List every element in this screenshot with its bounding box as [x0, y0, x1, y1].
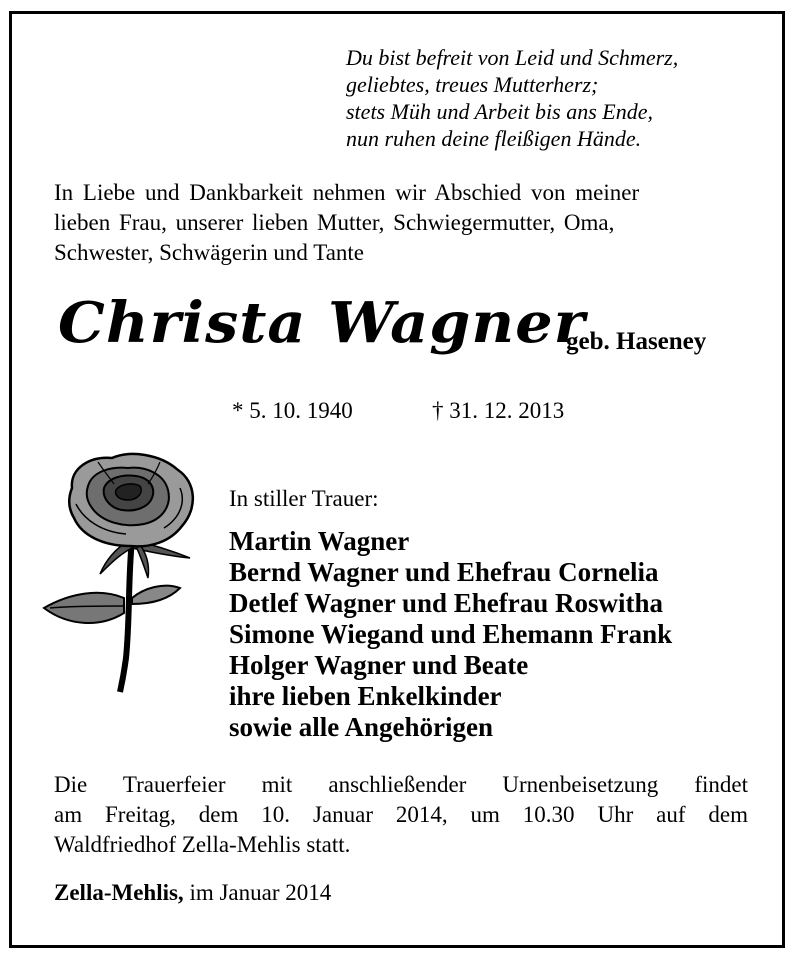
mourner: Simone Wiegand und Ehemann Frank	[229, 619, 673, 649]
intro-line: lieben Frau, unserer lieben Mutter, Schwiegermutter, Oma,	[54, 210, 615, 235]
signoff	[54, 880, 331, 906]
mourner: ihre lieben Enkelkinder	[229, 681, 502, 711]
intro-line: In Liebe und Dankbarkeit nehmen wir Abschied von meiner	[54, 180, 640, 205]
service-line: Waldfriedhof Zella-Mehlis statt.	[54, 832, 351, 857]
mourner: Holger Wagner und Beate	[229, 650, 529, 680]
intro-text	[54, 178, 748, 268]
deceased-name-row	[58, 288, 748, 378]
service-line: Die Trauerfeier mit anschließender Urnenbeisetzung findet	[54, 772, 748, 797]
death-date: † 31. 12. 2013	[432, 398, 565, 423]
mourner: Detlef Wagner und Ehefrau Roswitha	[229, 588, 664, 618]
deceased-name: Christa Wagner	[58, 290, 586, 356]
rose-icon	[40, 448, 200, 698]
mourner: sowie alle Angehörigen	[229, 712, 493, 742]
poem	[346, 44, 678, 152]
mourning-label: In stiller Trauer:	[229, 486, 379, 511]
poem-line: Du bist befreit von Leid und Schmerz,	[346, 45, 679, 70]
mourner: Martin Wagner	[229, 526, 410, 556]
intro-line: Schwester, Schwägerin und Tante	[54, 240, 365, 265]
birth-date: * 5. 10. 1940	[232, 398, 353, 423]
poem-line: nun ruhen deine fleißigen Hände.	[346, 126, 642, 151]
service-line: am Freitag, dem 10. Januar 2014, um 10.30 Uhr auf dem	[54, 802, 748, 827]
mourner: Bernd Wagner und Ehefrau Cornelia	[229, 557, 659, 587]
service-info	[54, 770, 748, 860]
birth-name: geb. Haseney	[566, 328, 707, 355]
poem-line: stets Müh und Arbeit bis ans Ende,	[346, 99, 653, 124]
signoff-place: Zella-Mehlis,	[54, 880, 184, 905]
mourners-list	[229, 526, 672, 743]
poem-line: geliebtes, treues Mutterherz;	[346, 72, 599, 97]
signoff-date: im Januar 2014	[183, 880, 332, 905]
